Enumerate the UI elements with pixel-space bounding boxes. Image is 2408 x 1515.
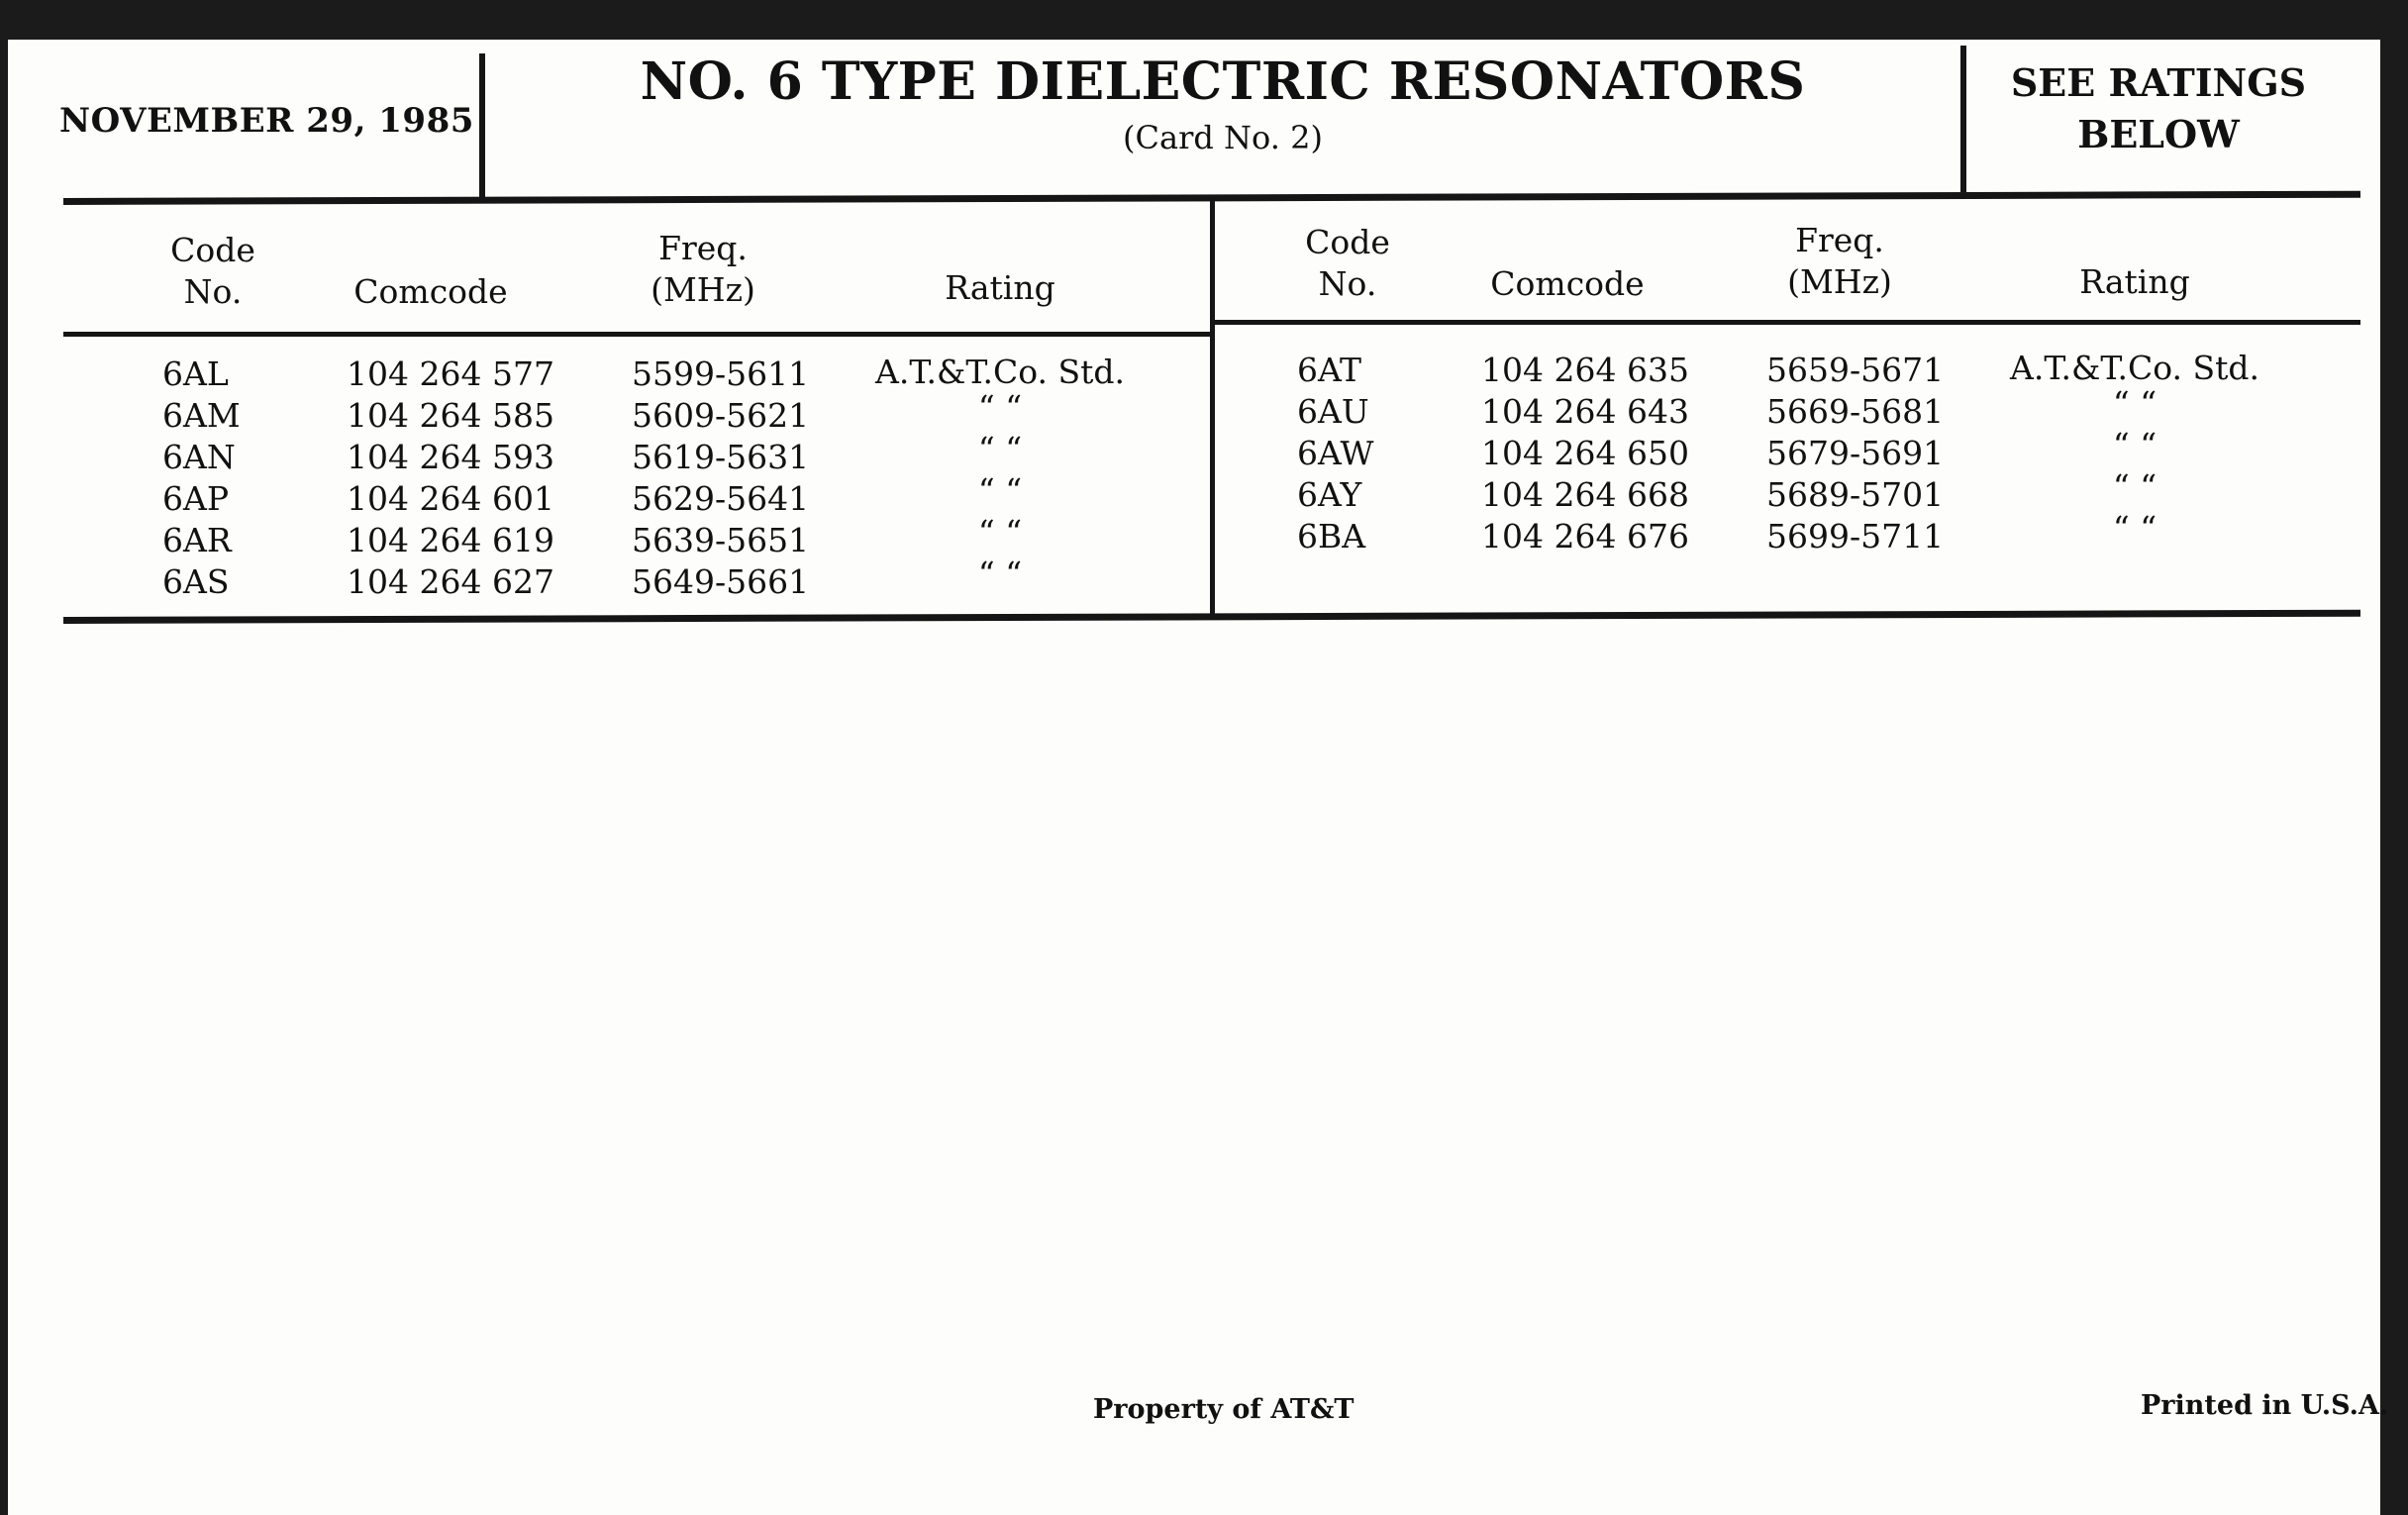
right-col-rating-header: Rating — [2079, 262, 2190, 301]
rating-cell: “ “ — [977, 430, 1023, 468]
right-header-rule — [1212, 320, 2360, 325]
ratings-note-line1: SEE RATINGS — [2010, 60, 2307, 105]
ratings-note — [1970, 57, 2347, 160]
comcode-cell: 104 264 619 — [347, 521, 554, 559]
footer-printed: Printed in U.S.A. — [2141, 1390, 2389, 1421]
card-title: NO. 6 TYPE DIELECTRIC RESONATORS — [640, 51, 1806, 112]
rating-cell: “ “ — [977, 513, 1023, 552]
code-cell: 6AW — [1297, 434, 1374, 472]
code-cell: 6AM — [162, 396, 241, 435]
right-col-comcode-header: Comcode — [1490, 264, 1645, 303]
rating-cell: “ “ — [2112, 426, 2157, 464]
code-cell: 6AP — [162, 479, 230, 518]
rating-cell: “ “ — [2112, 384, 2157, 423]
comcode-cell: 104 264 601 — [347, 479, 554, 518]
comcode-cell: 104 264 627 — [347, 562, 554, 601]
freq-cell: 5639-5651 — [632, 521, 810, 559]
rating-cell: A.T.&T.Co. Std. — [2010, 349, 2259, 387]
rating-cell: “ “ — [977, 388, 1023, 427]
code-cell: 6BA — [1297, 517, 1366, 556]
rating-cell: “ “ — [977, 555, 1023, 593]
freq-cell: 5629-5641 — [632, 479, 810, 518]
freq-cell: 5689-5701 — [1766, 475, 1945, 514]
code-cell: 6AL — [162, 354, 229, 393]
rating-cell: “ “ — [2112, 509, 2157, 548]
comcode-cell: 104 264 585 — [347, 396, 554, 435]
comcode-cell: 104 264 577 — [347, 354, 554, 393]
comcode-cell: 104 264 650 — [1481, 434, 1689, 472]
freq-cell: 5679-5691 — [1766, 434, 1945, 472]
footer-property: Property of AT&T — [1093, 1394, 1354, 1425]
comcode-cell: 104 264 668 — [1481, 475, 1689, 514]
rating-cell: A.T.&T.Co. Std. — [875, 353, 1125, 391]
comcode-cell: 104 264 643 — [1481, 392, 1689, 431]
code-cell: 6AS — [162, 562, 230, 601]
rating-cell: “ “ — [2112, 467, 2157, 506]
code-cell: 6AT — [1297, 351, 1362, 389]
card-date: NOVEMBER 29, 1985 — [59, 101, 474, 141]
rating-cell: “ “ — [977, 471, 1023, 510]
resonator-card — [8, 40, 2380, 1515]
left-col-rating-header: Rating — [945, 268, 1055, 307]
freq-cell: 5619-5631 — [632, 438, 810, 476]
freq-cell: 5669-5681 — [1766, 392, 1945, 431]
comcode-cell: 104 264 593 — [347, 438, 554, 476]
code-cell: 6AU — [1297, 392, 1369, 431]
right-col-freq-header: Freq. (MHz) — [1787, 221, 1892, 301]
freq-cell: 5699-5711 — [1766, 517, 1945, 556]
freq-cell: 5609-5621 — [632, 396, 810, 435]
ratings-note-line2: BELOW — [2077, 112, 2240, 156]
code-cell: 6AR — [162, 521, 232, 559]
left-col-comcode-header: Comcode — [353, 272, 508, 311]
left-col-freq-header: Freq. (MHz) — [651, 229, 755, 309]
freq-cell: 5599-5611 — [632, 354, 810, 393]
freq-cell: 5649-5661 — [632, 562, 810, 601]
table-center-divider — [1210, 200, 1215, 616]
code-cell: 6AN — [162, 438, 236, 476]
freq-cell: 5659-5671 — [1766, 351, 1945, 389]
comcode-cell: 104 264 635 — [1481, 351, 1689, 389]
code-cell: 6AY — [1297, 475, 1362, 514]
header-divider-right — [1960, 46, 1966, 192]
card-subtitle: (Card No. 2) — [1123, 119, 1323, 156]
left-col-code-header: Code No. — [170, 231, 255, 311]
left-header-rule — [63, 332, 1212, 337]
comcode-cell: 104 264 676 — [1481, 517, 1689, 556]
right-col-code-header: Code No. — [1305, 223, 1390, 303]
